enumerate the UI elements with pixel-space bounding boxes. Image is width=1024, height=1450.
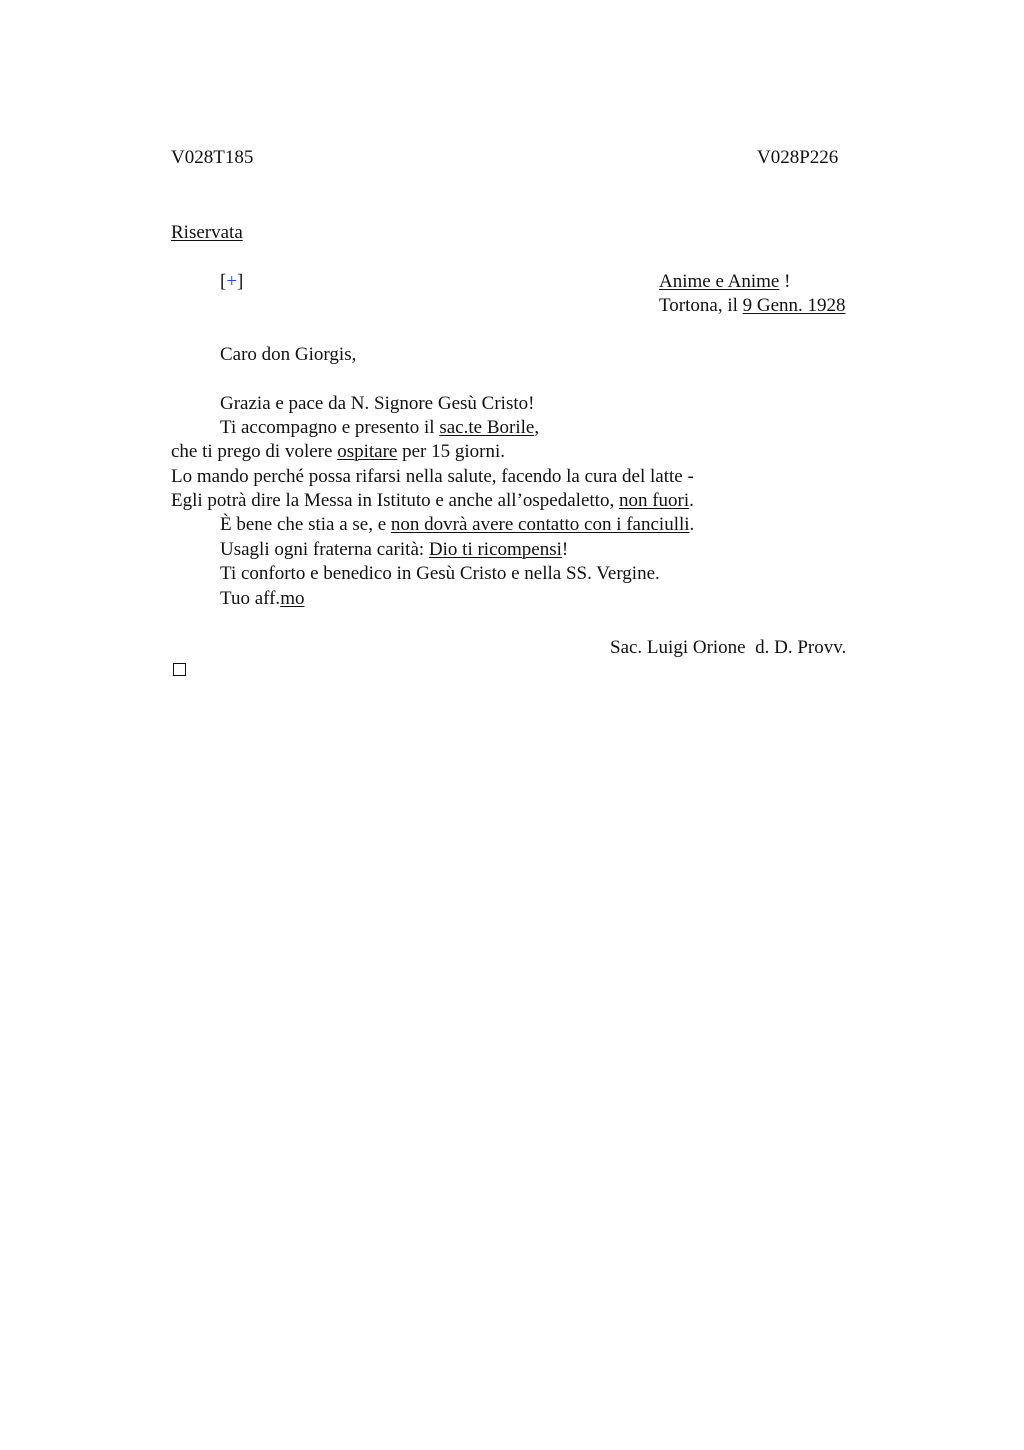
- cross-mark: [220, 270, 243, 294]
- closing-text: Tuo aff.: [220, 588, 281, 609]
- body-line-4: Lo mando perché possa rifarsi nella salute, facendo la cura del latte -: [171, 466, 694, 487]
- body-line-6-end: .: [689, 514, 695, 535]
- header-right-code: V028P226: [757, 147, 839, 168]
- salutation: Caro don Giorgis,: [220, 344, 357, 365]
- body-line-6-text: È bene che stia a se, e: [220, 514, 391, 535]
- place-date: [659, 294, 846, 318]
- letter-date: 9 Genn. 1928: [742, 295, 846, 316]
- signature: Sac. Luigi Orione d. D. Provv.: [610, 637, 847, 658]
- body-line-3-end: per 15 giorni.: [397, 441, 505, 462]
- body-line-7: [220, 538, 568, 562]
- body-line-5-underlined: non fuori: [618, 490, 690, 511]
- motto: [659, 270, 790, 294]
- body-line-2-underlined: sac.te Borile: [439, 417, 535, 438]
- body-line-2-end: ,: [534, 417, 540, 438]
- body-line-5-text: Egli potrà dire la Messa in Istituto e anche all’ospedaletto,: [171, 490, 619, 511]
- body-line-5-end: .: [689, 490, 694, 511]
- cross-icon: +: [226, 271, 238, 292]
- checkbox-icon: [173, 663, 186, 676]
- closing-superscript: mo: [280, 588, 305, 609]
- body-line-7-text: Usagli ogni fraterna carità:: [220, 539, 429, 560]
- place-prefix: Tortona, il: [659, 295, 743, 316]
- motto-punct: !: [779, 271, 791, 292]
- body-line-1: Grazia e pace da N. Signore Gesù Cristo!: [220, 393, 535, 414]
- body-line-8: Ti conforto e benedico in Gesù Cristo e nella SS. Vergine.: [220, 563, 660, 584]
- closing: [220, 587, 304, 611]
- body-line-2: [220, 416, 539, 440]
- cross-close-bracket: ]: [237, 271, 244, 292]
- body-line-7-underlined: Dio ti ricompensi: [428, 539, 562, 560]
- body-line-6: [220, 513, 694, 537]
- body-line-3-underlined: ospitare: [337, 441, 398, 462]
- cross-open-bracket: [: [220, 271, 227, 292]
- header-left-code: V028T185: [171, 147, 254, 168]
- body-line-5: [171, 489, 694, 513]
- body-line-3: [171, 440, 505, 464]
- body-line-3-text: che ti prego di volere: [171, 441, 338, 462]
- body-line-6-underlined: non dovrà avere contatto con i fanciulli: [390, 514, 690, 535]
- confidential-label: Riservata: [171, 222, 243, 243]
- body-line-7-end: !: [561, 539, 569, 560]
- body-line-2-text: Ti accompagno e presento il: [220, 417, 440, 438]
- motto-text: Anime e Anime: [659, 271, 780, 292]
